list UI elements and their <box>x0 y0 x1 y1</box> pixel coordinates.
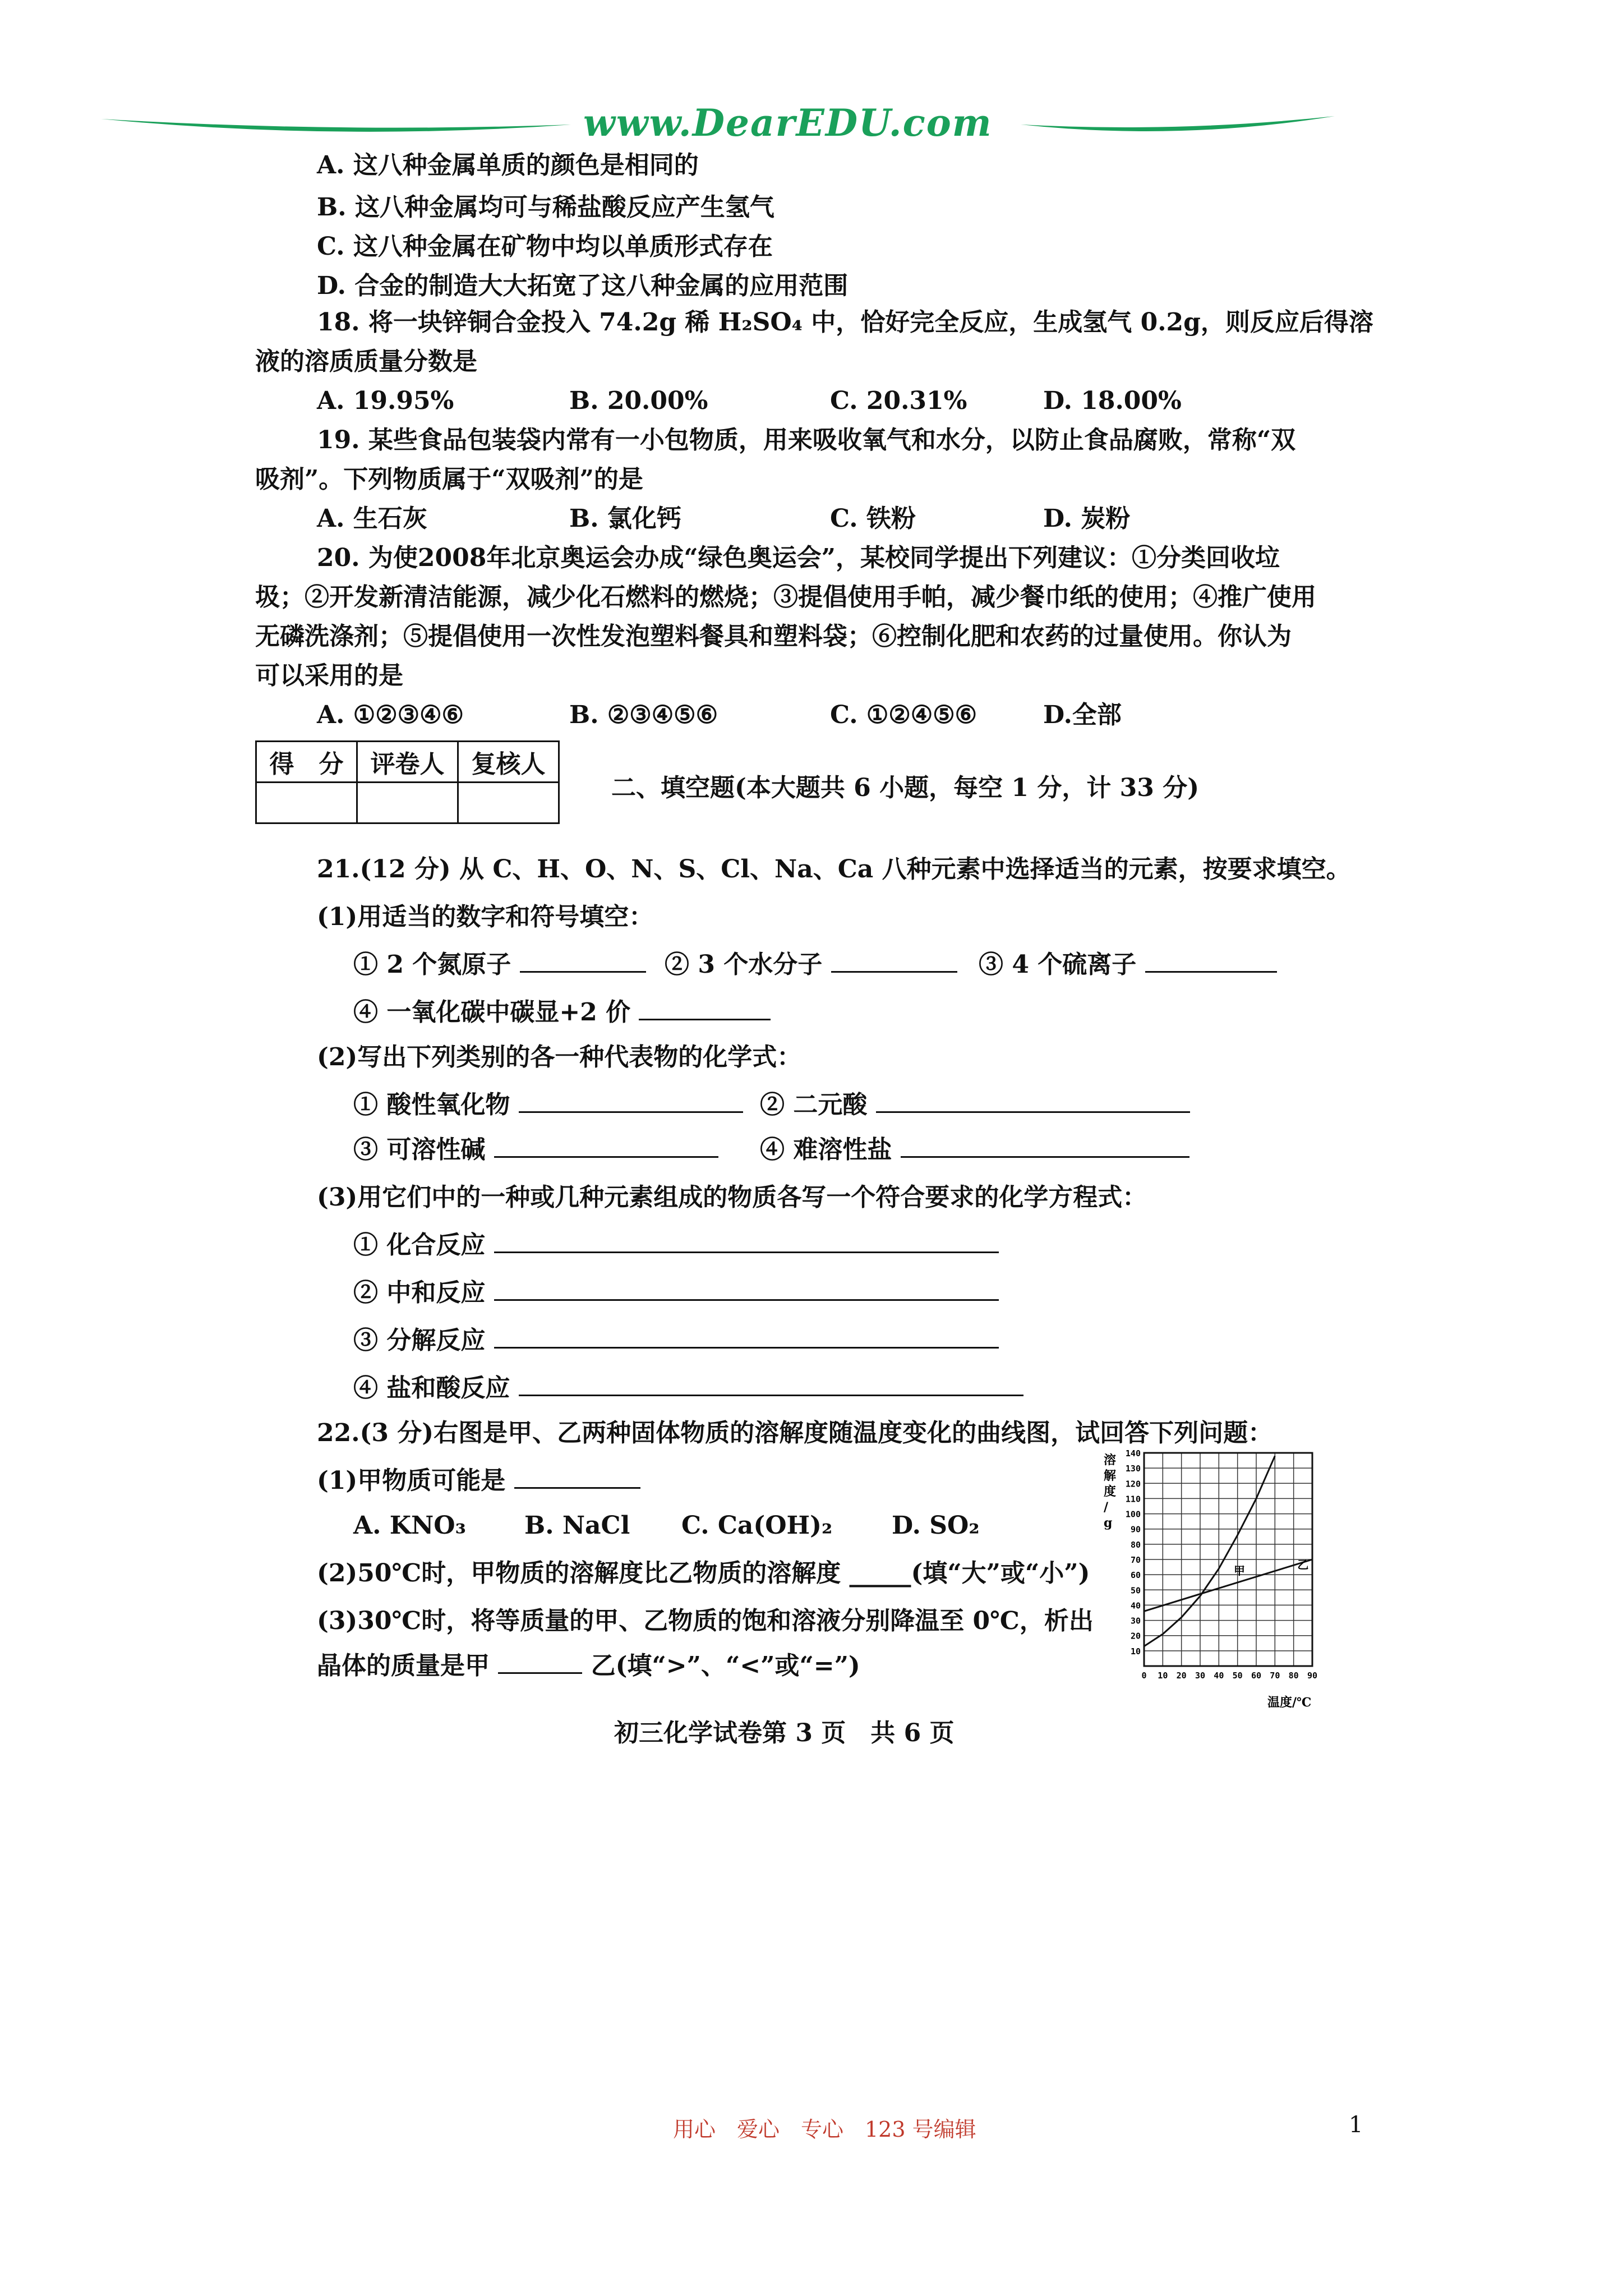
score-cell[interactable] <box>256 783 357 823</box>
q21-p2-blank2[interactable] <box>876 1089 1190 1113</box>
series-line-yi <box>1144 1559 1312 1611</box>
page-label: 初三化学试卷第 3 页 共 6 页 <box>614 1719 955 1747</box>
q17-option-b: B. 这八种金属均可与稀盐酸反应产生氢气 <box>317 193 774 222</box>
q21-stem: 21.(12 分) 从 C、H、O、N、S、Cl、Na、Ca 八种元素中选择适当的元素，按要求填空。 <box>317 855 1351 884</box>
q20-option-a: A. ①②③④⑥ <box>317 701 464 729</box>
x-tick-label: 40 <box>1214 1671 1224 1681</box>
q21-p1-item4-label: ④ 一氧化碳中碳显+2 价 <box>353 998 631 1027</box>
x-tick-label: 80 <box>1288 1671 1299 1681</box>
q21-p1-item4 <box>353 996 771 1029</box>
q21-p2-item1 <box>353 1088 743 1122</box>
q21-p3-blank4[interactable] <box>519 1372 1023 1396</box>
q22-p3-blank[interactable] <box>498 1650 582 1674</box>
x-tick-label: 50 <box>1232 1671 1243 1681</box>
q21-p1-item1-label: ① 2 个氮原子 <box>353 950 511 979</box>
q20-option-b: B. ②③④⑤⑥ <box>569 701 718 729</box>
q22-part3-line1: (3)30℃时，将等质量的甲、乙物质的饱和溶液分别降温至 0℃，析出 <box>317 1607 1094 1635</box>
q19-option-a: A. 生石灰 <box>317 504 427 533</box>
q18-option-a: A. 19.95% <box>317 386 454 415</box>
series-label-yi: 乙 <box>1297 1558 1309 1572</box>
section2-title: 二、填空题(本大题共 6 小题，每空 1 分，计 33 分) <box>611 774 1200 802</box>
score-header: 得 分 <box>256 742 357 783</box>
reviewer-cell[interactable] <box>458 783 559 823</box>
q20-option-d: D.全部 <box>1043 701 1122 729</box>
q21-p2-item1-label: ① 酸性氧化物 <box>353 1091 510 1119</box>
q21-p2-blank4[interactable] <box>901 1134 1189 1158</box>
q21-p3-item4-label: ④ 盐和酸反应 <box>353 1374 510 1402</box>
q19-option-b: B. 氯化钙 <box>569 504 681 533</box>
q19-option-d: D. 炭粉 <box>1043 504 1131 533</box>
q21-p1-blank4[interactable] <box>639 996 771 1020</box>
q21-p2-item3-label: ③ 可溶性碱 <box>353 1135 486 1164</box>
q21-p1-blank1[interactable] <box>520 949 646 973</box>
q20-option-c: C. ①②④⑤⑥ <box>830 701 978 729</box>
y-tick-label: 20 <box>1130 1631 1141 1641</box>
q21-p2-item4-label: ④ 难溶性盐 <box>760 1135 892 1164</box>
y-tick-label: 80 <box>1130 1539 1141 1550</box>
reviewer-header: 复核人 <box>458 742 559 783</box>
q21-p3-item1 <box>353 1228 999 1262</box>
q21-p3-blank1[interactable] <box>494 1229 999 1253</box>
q22-part2: (2)50℃时，甲物质的溶解度比乙物质的溶解度 _____(填“大”或“小”) <box>317 1559 1090 1588</box>
x-tick-label: 0 <box>1141 1671 1147 1681</box>
q21-p3-blank2[interactable] <box>494 1277 999 1301</box>
q22-p1-blank[interactable] <box>514 1465 640 1489</box>
q18-option-c: C. 20.31% <box>830 386 967 415</box>
q21-p1-blank3[interactable] <box>1145 949 1277 973</box>
left-swoosh-decoration <box>101 113 572 141</box>
q21-part3-prompt: (3)用它们中的一种或几种元素组成的物质各写一个符合要求的化学方程式： <box>317 1183 1147 1212</box>
x-tick-label: 10 <box>1158 1671 1168 1681</box>
q18-option-b: B. 20.00% <box>569 386 708 415</box>
q18-stem-line1: 18. 将一块锌铜合金投入 74.2g 稀 H₂SO₄ 中，恰好完全反应，生成氢气 0.2g，则反应后得溶 <box>317 308 1373 337</box>
chart-y-tick-labels <box>1126 1448 1141 1657</box>
y-tick-label: 70 <box>1130 1555 1141 1565</box>
y-tick-label: 140 <box>1125 1448 1141 1458</box>
grader-header: 评卷人 <box>357 742 458 783</box>
q21-p2-item3 <box>353 1133 718 1167</box>
x-tick-label: 70 <box>1270 1671 1280 1681</box>
q21-p3-item2-label: ② 中和反应 <box>353 1278 486 1307</box>
q22-option-a: A. KNO₃ <box>353 1511 466 1540</box>
q17-option-d: D. 合金的制造大大拓宽了这八种金属的应用范围 <box>317 272 849 300</box>
q21-p3-item4 <box>353 1372 1023 1405</box>
grader-cell[interactable] <box>357 783 458 823</box>
q20-stem-line2: 圾；②开发新清洁能源，减少化石燃料的燃烧；③提倡使用手帕，减少餐巾纸的使用；④推广使用 <box>255 583 1316 611</box>
q22-part3-line2 <box>317 1649 860 1683</box>
q22-option-c: C. Ca(OH)₂ <box>681 1511 833 1540</box>
site-url: www.DearEDU.com <box>583 101 993 145</box>
chart-series <box>1144 1456 1312 1646</box>
y-tick-label: 110 <box>1125 1494 1141 1504</box>
q21-part1-prompt: (1)用适当的数字和符号填空： <box>317 903 654 931</box>
q21-p1-item1 <box>353 948 646 982</box>
x-tick-label: 90 <box>1307 1671 1318 1681</box>
chart-x-tick-labels <box>1141 1671 1317 1681</box>
q22-option-d: D. SO₂ <box>892 1511 980 1540</box>
y-tick-label: 40 <box>1130 1600 1141 1611</box>
y-tick-label: 90 <box>1130 1524 1141 1535</box>
q20-stem-line4: 可以采用的是 <box>255 661 403 690</box>
series-line-jia <box>1144 1456 1275 1646</box>
q22-part1-label: (1)甲物质可能是 <box>317 1466 506 1495</box>
chart-y-axis-label: 溶解度/ g <box>1104 1453 1117 1530</box>
y-tick-label: 130 <box>1125 1464 1141 1474</box>
series-label-jia: 甲 <box>1234 1564 1245 1578</box>
q21-p3-item2 <box>353 1276 999 1310</box>
q22-part1 <box>317 1464 640 1498</box>
q21-p2-item4 <box>760 1133 1189 1167</box>
q18-option-d: D. 18.00% <box>1043 386 1182 415</box>
q21-p2-item2-label: ② 二元酸 <box>760 1091 868 1119</box>
q21-p1-item2-label: ② 3 个水分子 <box>665 950 823 979</box>
q21-p1-item2 <box>665 948 957 982</box>
score-table <box>255 740 560 824</box>
q21-part2-prompt: (2)写出下列类别的各一种代表物的化学式： <box>317 1043 802 1071</box>
q18-stem-line2: 液的溶质质量分数是 <box>255 347 477 376</box>
y-tick-label: 120 <box>1125 1479 1141 1489</box>
chart-x-axis-label: 温度/℃ <box>1267 1695 1312 1710</box>
q21-p2-item2 <box>760 1088 1190 1122</box>
right-swoosh-decoration <box>1021 113 1335 141</box>
q20-stem-line1: 20. 为使2008年北京奥运会办成“绿色奥运会”，某校同学提出下列建议：①分类回收垃 <box>317 544 1280 572</box>
q21-p1-item3 <box>979 948 1277 982</box>
q20-stem-line3: 无磷洗涤剂；⑤提倡使用一次性发泡塑料餐具和塑料袋；⑥控制化肥和农药的过量使用。你认为 <box>255 622 1292 651</box>
q21-p3-item1-label: ① 化合反应 <box>353 1231 486 1259</box>
footer-text: 用心 爱心 专心 123 号编辑 <box>673 2117 976 2142</box>
footer-page-number: 1 <box>1349 2112 1363 2138</box>
q22-part3-line2-post: 乙(填“>”、“<”或“=”) <box>591 1651 860 1680</box>
q19-stem-line1: 19. 某些食品包装袋内常有一小包物质，用来吸收氧气和水分，以防止食品腐败，常称“双 <box>317 426 1296 454</box>
q19-stem-line2: 吸剂”。下列物质属于“双吸剂”的是 <box>255 465 643 494</box>
x-tick-label: 20 <box>1176 1671 1187 1681</box>
q21-p2-blank1[interactable] <box>519 1089 743 1113</box>
q21-p1-blank2[interactable] <box>831 949 957 973</box>
y-tick-label: 60 <box>1130 1570 1141 1581</box>
y-tick-label: 100 <box>1125 1509 1141 1520</box>
q19-option-c: C. 铁粉 <box>830 504 916 533</box>
x-tick-label: 60 <box>1251 1671 1262 1681</box>
site-header <box>101 101 1335 151</box>
q21-p3-item3 <box>353 1324 999 1358</box>
q21-p2-blank3[interactable] <box>494 1134 718 1158</box>
q17-option-a: A. 这八种金属单质的颜色是相同的 <box>317 151 699 180</box>
chart-grid <box>1144 1453 1312 1666</box>
solubility-chart <box>1099 1447 1335 1711</box>
y-tick-label: 10 <box>1130 1646 1141 1657</box>
y-tick-label: 30 <box>1130 1616 1141 1626</box>
y-tick-label: 50 <box>1130 1585 1141 1596</box>
q17-option-c: C. 这八种金属在矿物中均以单质形式存在 <box>317 232 773 261</box>
q21-p1-item3-label: ③ 4 个硫离子 <box>979 950 1137 979</box>
q22-part3-line2-pre: 晶体的质量是甲 <box>317 1651 490 1680</box>
q22-option-b: B. NaCl <box>524 1511 630 1540</box>
q21-p3-item3-label: ③ 分解反应 <box>353 1326 486 1355</box>
q22-stem: 22.(3 分)右图是甲、乙两种固体物质的溶解度随温度变化的曲线图，试回答下列问题： <box>317 1419 1273 1447</box>
q21-p3-blank3[interactable] <box>494 1324 999 1349</box>
x-tick-label: 30 <box>1195 1671 1206 1681</box>
